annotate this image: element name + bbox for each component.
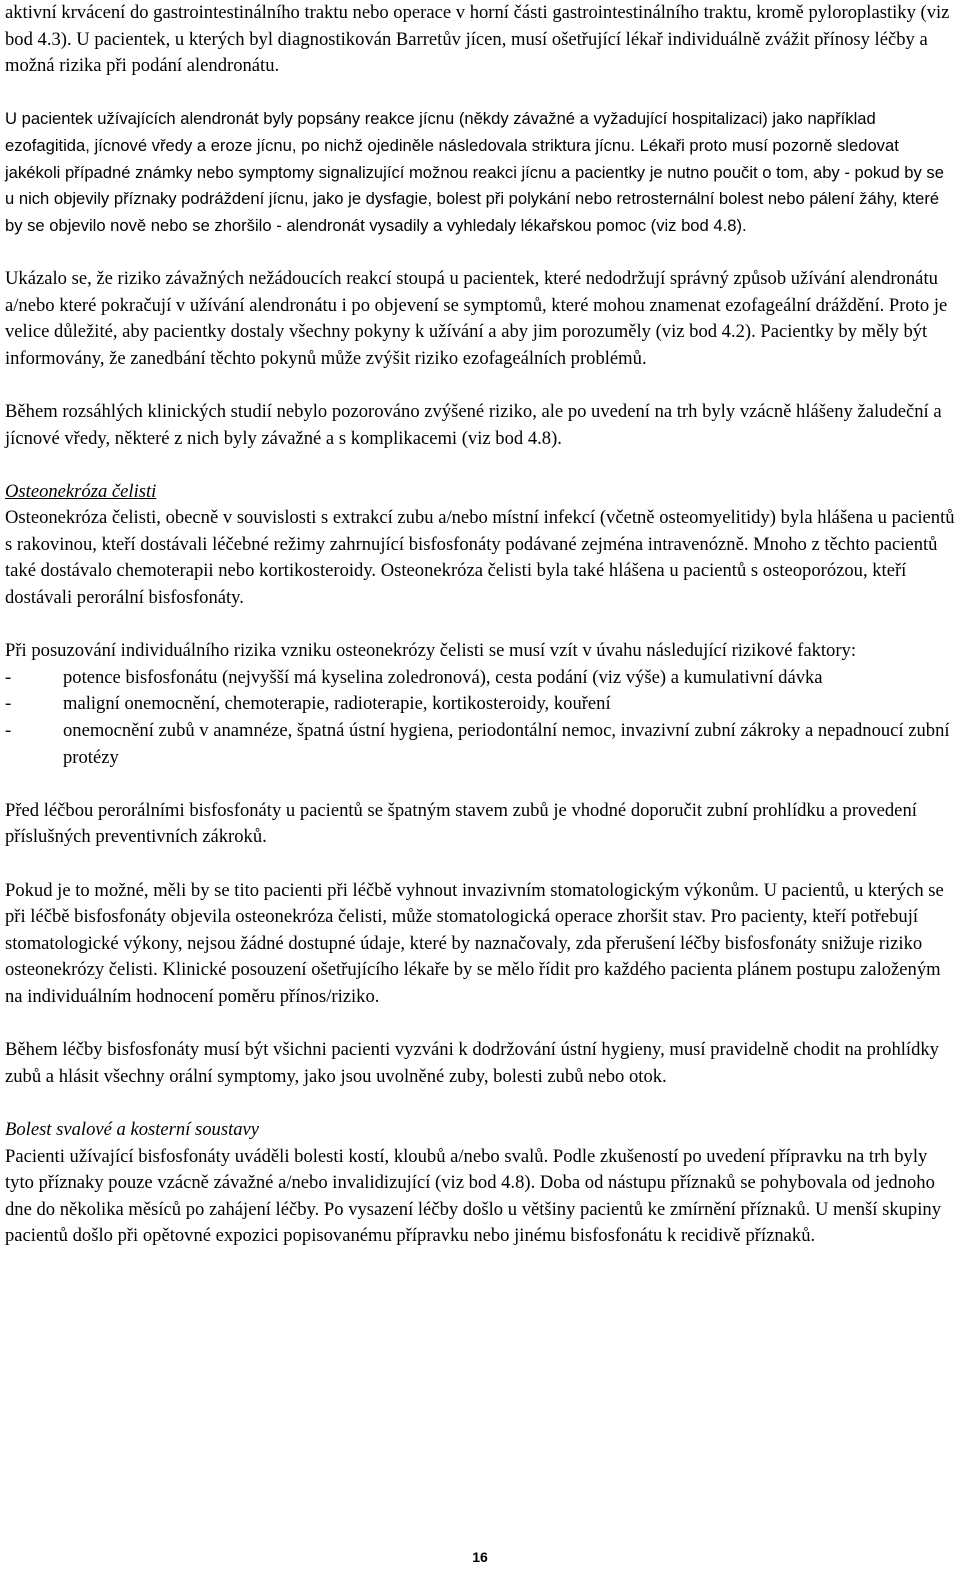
list-item	[5, 718, 957, 771]
list-dash: -	[5, 693, 12, 715]
page-number: 16	[472, 1549, 488, 1565]
list-dash: -	[5, 720, 12, 742]
section-heading-osteonecrosis: Osteonekróza čelisti	[5, 480, 157, 502]
paragraph-esophagus-reactions	[5, 106, 957, 239]
section-heading-musculoskeletal: Bolest svalové a kosterní soustavy	[5, 1118, 260, 1140]
paragraph-clinical-studies: Během rozsáhlých klinických studií nebylo pozorováno zvýšené riziko, ale po uvedení na trh byly vzácně hlášeny žaludeční a jícnové vředy, některé z nich byly závažné a s komplikacemi (viz bod 4.8).	[5, 400, 942, 449]
list-item-text: potence bisfosfonátu (nejvyšší má kyselina zoledronová), cesta podání (viz výše) a kumulativní dávka	[63, 666, 823, 688]
list-item-text: maligní onemocnění, chemoterapie, radioterapie, kortikosteroidy, kouření	[63, 693, 611, 715]
document-page	[5, 0, 957, 1250]
paragraph-musculoskeletal: Pacienti užívající bisfosfonáty uváděli bolesti kostí, kloubů a/nebo svalů. Podle zkušeností po uvedení přípravku na trh byly tyto příznaky pouze vzácně závažné a/nebo invalidizující (viz bod 4.8). Doba od nástupu příznaků se pohybovala od jednoho dne do několika měsíců po zahájení léčby. Po vysazení léčby došlo u většiny pacientů ke zmírnění příznaků. U menší skupiny pacientů došlo při opětovné expozici popisovanému přípravku nebo jinému bisfosfonátu k recidivě příznaků.	[5, 1145, 941, 1247]
esophagus-reactions-text-1: U pacientek užívajících alendronát byly popsány reakce jícnu (někdy závažné a vyžadující hospitalizaci) jako například ezofagitida, jícnové vředy a eroze jícnu, po nichž ojediněle následovala striktura jícnu.	[5, 109, 876, 155]
paragraph-dental-exam: Před léčbou perorálními bisfosfonáty u pacientů se špatným stavem zubů je vhodné doporučit zubní prohlídku a provedení příslušných preventivních zákroků.	[5, 799, 917, 848]
list-item	[5, 691, 957, 718]
esophagus-reactions-text-2: Lékaři proto musí pozorně sledovat jakékoli případné známky nebo symptomy signalizující možnou reakci jícnu a pacientky je nutno poučit o tom, aby - pokud by se u nich objevily příznaky podráždení jícnu, jako je dysfagie, bolest při polykání nebo retrosternální bolest nebo pálení žáhy, které by se objevilo nově nebo se zhoršilo - alendronát vysadily a vyhledaly lékařskou pomoc (viz bod 4.8).	[5, 135, 944, 235]
paragraph-intro-continuation: aktivní krvácení do gastrointestinálního traktu nebo operace v horní části gastrointestinálního traktu, kromě pyloroplastiky (viz bod 4.3). U pacientek, u kterých byl diagnostikován Barretův jícen, musí ošetřující lékař individuálně zvážit přínosy léčby a možná rizika při podání alendronátu.	[5, 2, 950, 77]
list-item-text: onemocnění zubů v anamnéze, špatná ústní hygiena, periodontální nemoc, invazivní zubní zákroky a nepadnoucí zubní protézy	[63, 720, 950, 768]
list-dash: -	[5, 666, 12, 688]
risk-factors-list	[5, 665, 957, 771]
paragraph-avoid-invasive: Pokud je to možné, měli by se tito pacienti při léčbě vyhnout invazivním stomatologickým výkonům. U pacientů, u kterých se při léčbě bisfosfonáty objevila osteonekróza čelisti, může stomatologická operace zhoršit stav. Pro pacienty, kteří potřebují stomatologické výkony, nejsou žádné dostupné údaje, které by naznačovaly, zda přerušení léčby bisfosfonáty snižuje riziko osteonekrózy čelisti. Klinické posouzení ošetřujícího lékaře by se mělo řídit pro každého pacienta plánem postupu založeným na individuálním hodnocení poměru přínos/riziko.	[5, 879, 944, 1007]
paragraph-oral-hygiene: Během léčby bisfosfonáty musí být všichni pacienti vyzváni k dodržování ústní hygieny, musí pravidelně chodit na prohlídky zubů a hlásit všechny orální symptomy, jako jsou uvolněné zuby, bolesti zubů nebo otok.	[5, 1039, 939, 1087]
paragraph-osteonecrosis: Osteonekróza čelisti, obecně v souvislosti s extrakcí zubu a/nebo místní infekcí (včetně osteomyelitidy) byla hlášena u pacientů s rakovinou, kteří dostávali léčebné režimy zahrnující bisfosfonáty podávané zejména intravenózně. Mnoho z těchto pacientů také dostávalo chemoterapii nebo kortikosteroidy. Osteonekróza čelisti byla také hlášena u pacientů s osteoporózou, kteří dostávali perorální bisfosfonáty.	[5, 507, 955, 609]
list-item	[5, 665, 957, 692]
paragraph-risk-increase: Ukázalo se, že riziko závažných nežádoucích reakcí stoupá u pacientek, které nedodržují správný způsob užívání alendronátu a/nebo které pokračují v užívání alendronátu i po objevení se symptomů, které mohou znamenat ezofageální dráždění. Proto je velice důležité, aby pacientky dostaly všechny pokyny k užívání a aby jim porozuměly (viz bod 4.2). Pacientky by měly být informovány, že zanedbání těchto pokynů může zvýšit riziko ezofageálních problémů.	[5, 267, 948, 369]
paragraph-risk-factors-intro: Při posuzování individuálního rizika vzniku osteonekrózy čelisti se musí vzít v úvahu následující rizikové faktory:	[5, 640, 856, 662]
